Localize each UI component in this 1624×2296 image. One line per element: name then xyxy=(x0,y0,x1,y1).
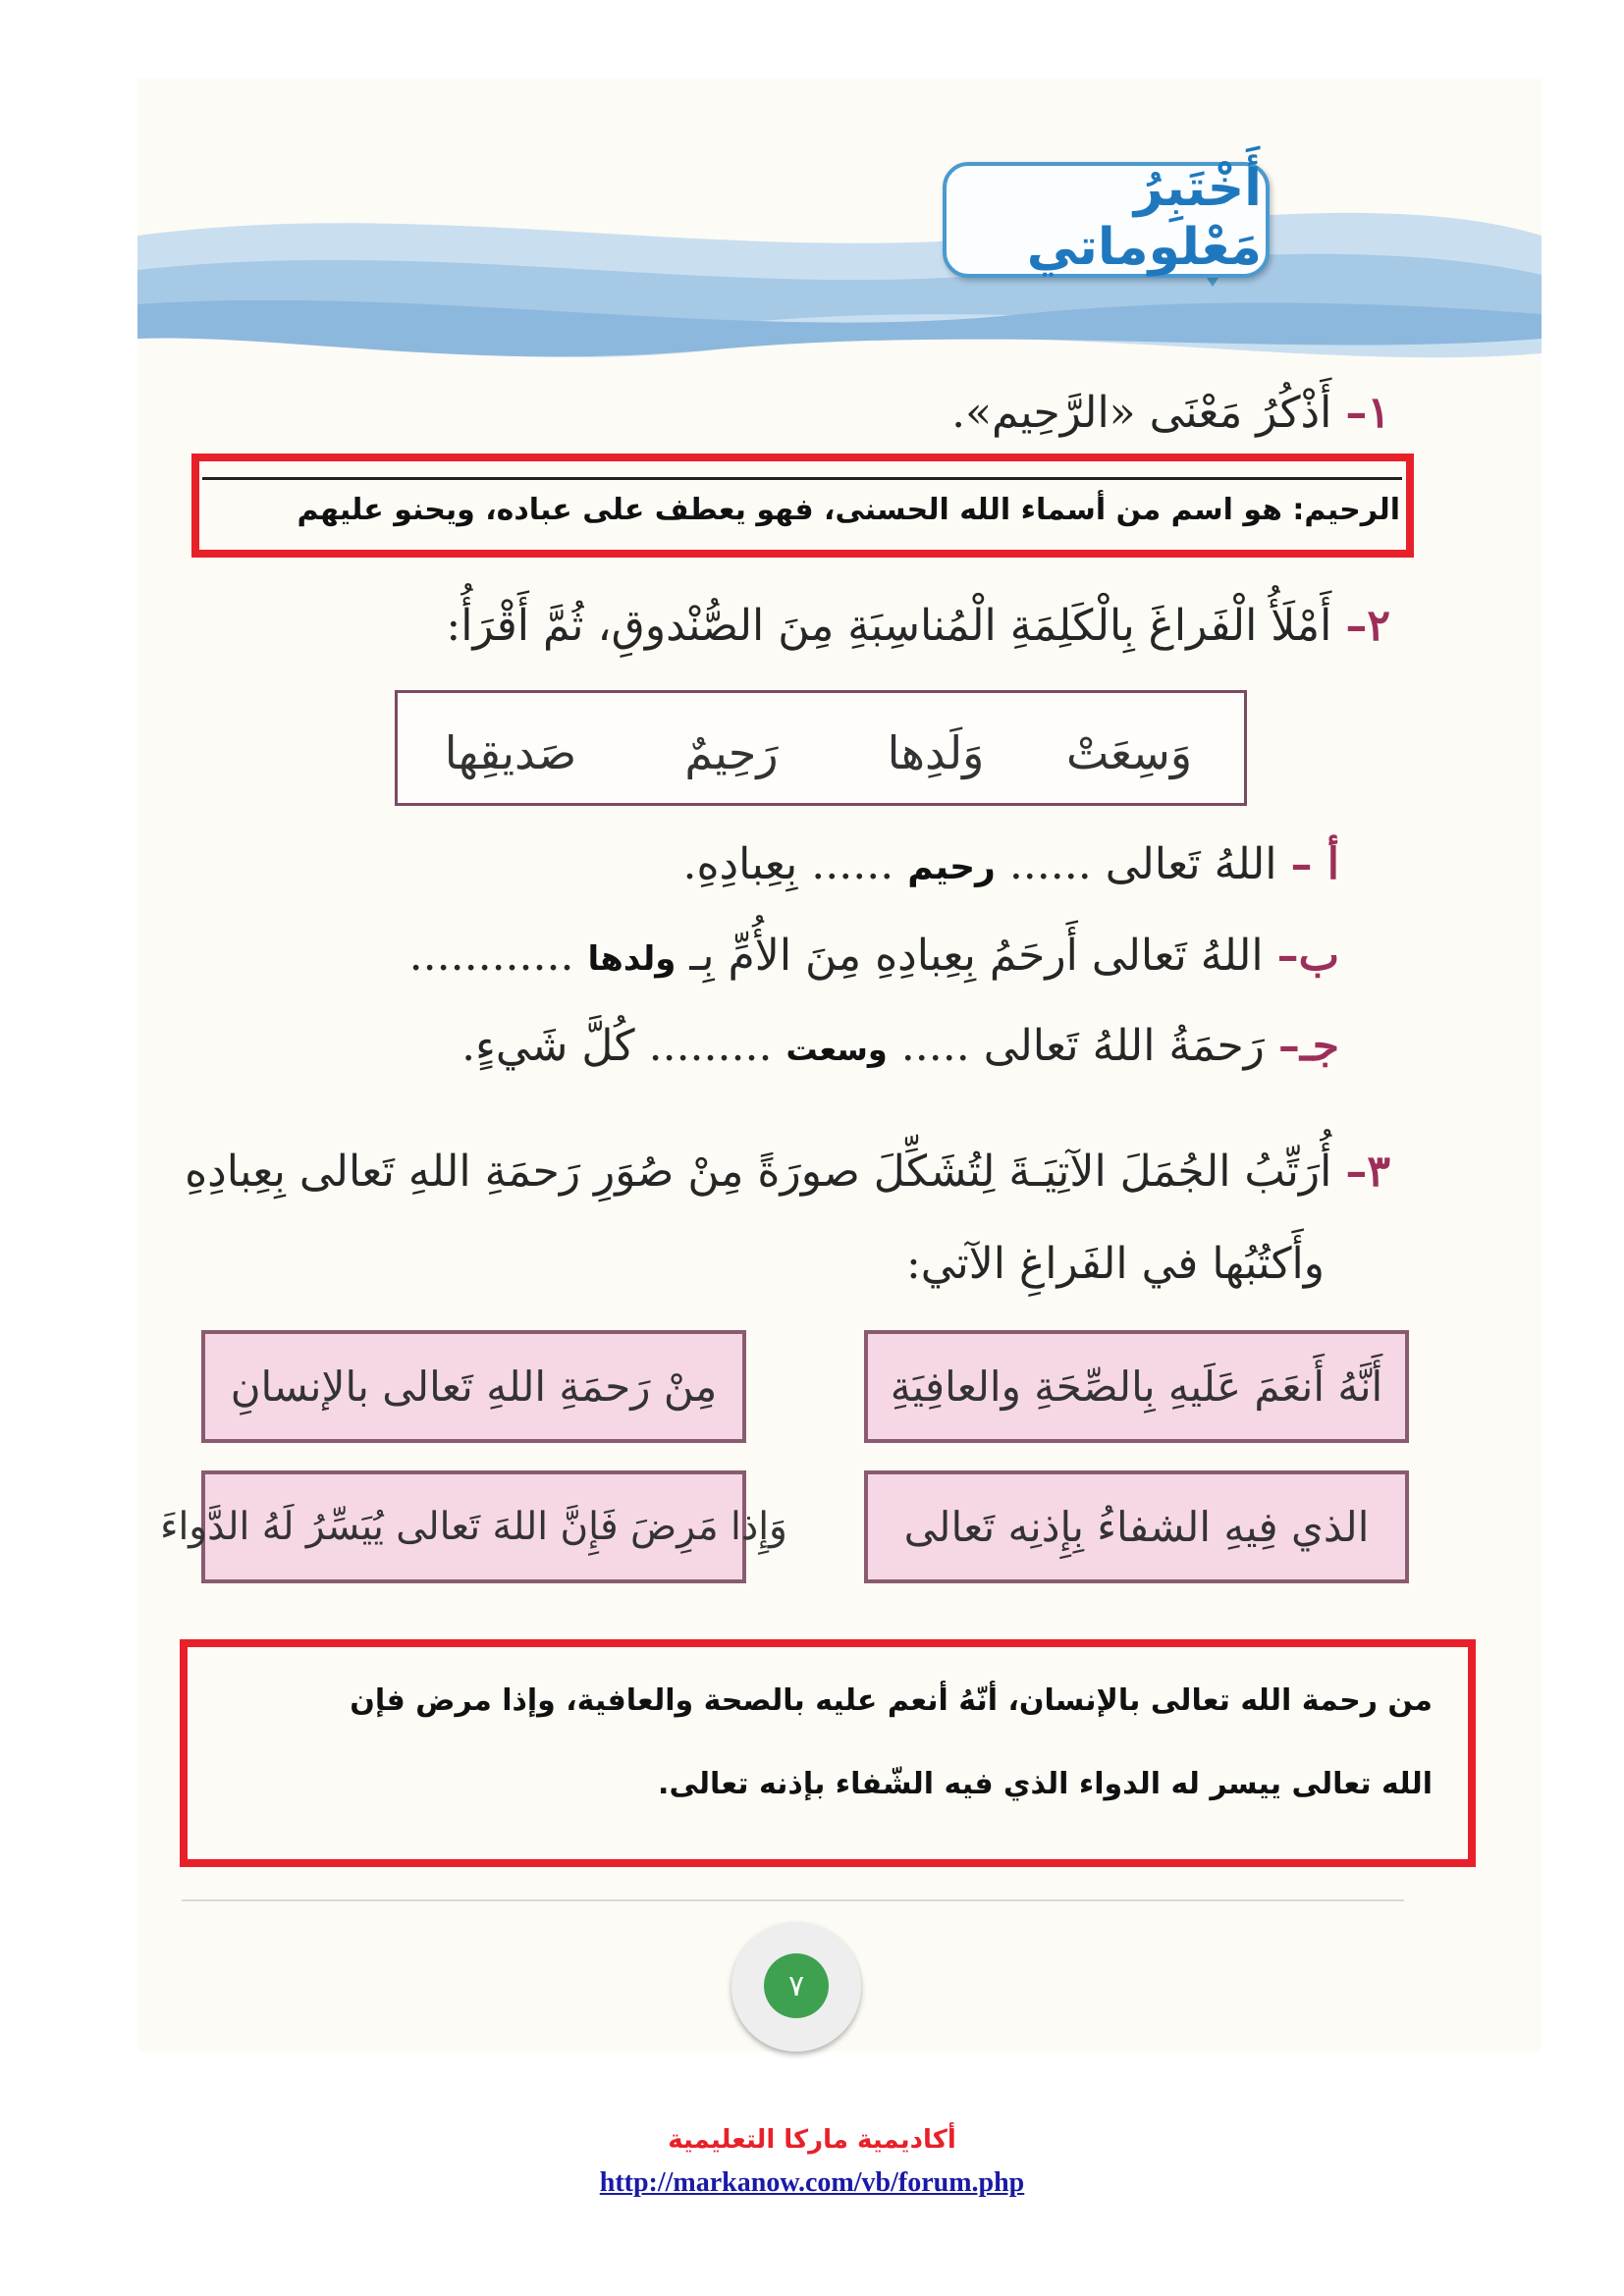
fill-item-c-letter: جـ– xyxy=(1277,1021,1339,1071)
question-2-number: ٢– xyxy=(1345,601,1390,651)
question-1-number: ١– xyxy=(1345,388,1390,438)
answer-3-highlight-box xyxy=(180,1639,1476,1867)
fill-item-b-answer: ولدها xyxy=(587,939,677,979)
question-1 xyxy=(951,388,1390,438)
divider xyxy=(182,1899,1404,1901)
question-1-text: أَذْكُرُ مَعْنَى «الرَّحِيم». xyxy=(951,388,1332,438)
sentence-box: الذي فِيهِ الشفاءُ بِإِذنِه تَعالى xyxy=(864,1470,1409,1583)
fill-item-b-text-after: ............ xyxy=(408,931,574,981)
word-bank-item: رَحِيمٌ xyxy=(684,726,779,779)
header-wave-decoration xyxy=(137,177,1542,402)
sentence-box: وَإِذا مَرِضَ فَإِنَّ اللهَ تَعالى يُيَسِّرُ لَهُ الدَّواءَ xyxy=(201,1470,746,1583)
page-number: ٧ xyxy=(764,1953,829,2018)
word-bank-item: وَلَدِها xyxy=(887,726,985,779)
page-title: أَخْتَبِرُ مَعْلوماتي xyxy=(1026,159,1262,277)
question-3-number: ٣– xyxy=(1345,1147,1390,1197)
fill-item-c-text-before: رَحمَةُ اللهُ تَعالى ..... xyxy=(900,1021,1265,1071)
question-3-line-1 xyxy=(185,1147,1390,1197)
sentence-box: مِنْ رَحمَةِ اللهِ تَعالى بالإنسانِ xyxy=(201,1330,746,1443)
answer-1-top-rule xyxy=(202,477,1402,480)
fill-item-b-text-before: اللهُ تَعالى أَرحَمُ بِعِبادِهِ مِنَ الأُمِّ بِـ xyxy=(689,931,1264,981)
answer-3-line-2: الله تعالى ييسر له الدواء الذي فيه الشّفاء بإذنه تعالى. xyxy=(658,1767,1433,1801)
word-bank-item: صَديقِها xyxy=(444,726,577,779)
fill-item-a-letter: أ – xyxy=(1290,839,1339,889)
fill-item-a-answer: رحيم xyxy=(907,847,996,887)
fill-item-b xyxy=(409,931,1339,981)
question-2 xyxy=(446,601,1390,651)
fill-item-a-text-before: اللهُ تَعالى ...... xyxy=(1008,839,1277,889)
fill-item-c-answer: وسعت xyxy=(785,1031,888,1068)
fill-item-b-letter: ب– xyxy=(1276,931,1339,981)
footer-academy-name: أكاديمية ماركا التعليمية xyxy=(668,2125,956,2155)
answer-1-text: الرحيم: هو اسم من أسماء الله الحسنى، فهو يعطف على عباده، ويحنو عليهم xyxy=(297,493,1400,527)
question-2-text: أَمْلَأُ الْفَراغَ بِالْكَلِمَةِ الْمُناسِبَةِ مِنَ الصُّنْدوقِ، ثُمَّ أَقْرَأُ: xyxy=(446,601,1332,651)
word-bank-item: وَسِعَتْ xyxy=(1065,726,1193,779)
fill-item-a-text-after: ...... بِعِبادِهِ. xyxy=(682,839,894,889)
fill-item-a xyxy=(683,839,1340,889)
answer-3-line-1: من رحمة الله تعالى بالإنسان، أنّهُ أنعم عليه بالصحة والعافية، وإذا مرض فإن xyxy=(350,1683,1433,1718)
question-3-text-1: أُرَتِّبُ الجُمَلَ الآتِيَـةَ لِتُشَكِّلَ صورَةً مِنْ صُوَرِ رَحمَةِ اللهِ تَعالى بِعِبادِهِ xyxy=(185,1147,1332,1197)
sentence-box: أَنَّهُ أَنعَمَ عَلَيهِ بِالصِّحَةِ والعافِيَةِ xyxy=(864,1330,1409,1443)
fill-item-c xyxy=(461,1021,1339,1071)
footer-link[interactable]: http://markanow.com/vb/forum.php xyxy=(599,2167,1025,2198)
fill-item-c-text-after: ......... كُلَّ شَيءٍ. xyxy=(461,1021,773,1071)
question-3-line-2: وأَكتُبُها في الفَراغِ الآتي: xyxy=(905,1239,1325,1289)
